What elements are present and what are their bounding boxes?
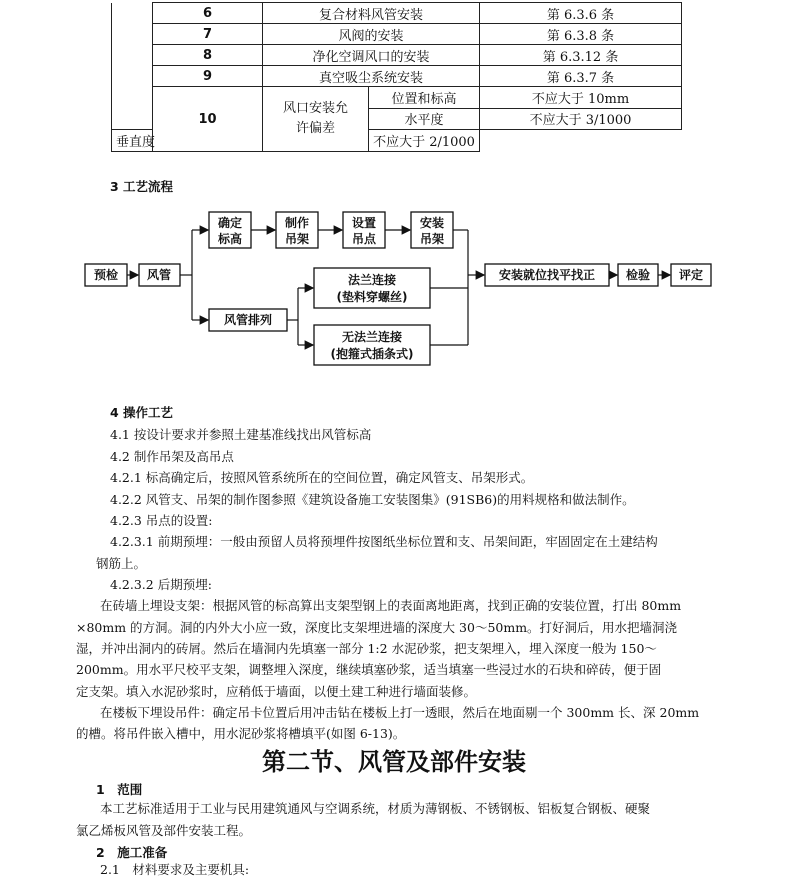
noflange-label: 无法兰连接 (341, 330, 403, 344)
make-label: 制作 (284, 216, 310, 230)
table-row (112, 66, 682, 87)
paragraph-line: 的槽。将吊件嵌入槽中，用水泥砂浆将槽填平(如图 6-13)。 (76, 726, 406, 741)
section-title: 第二节、风管及部件安装 (262, 747, 526, 776)
row-number: 9 (153, 66, 263, 87)
paragraph-line: 在楼板下埋设吊件：确定吊卡位置后用冲击钻在楼板上打一透眼，然后在地面剔一个 300mm 长、深 20mm (100, 705, 700, 720)
section-heading: 4 操作工艺 (110, 405, 174, 420)
sub-value: 不应大于 3/1000 (480, 108, 682, 130)
row-ref: 第 6.3.6 条 (480, 3, 682, 24)
table-row (112, 45, 682, 66)
sub-item: 水平度 (369, 108, 480, 130)
table-row (112, 3, 682, 24)
row-item: 复合材料风管安装 (263, 3, 480, 24)
paragraph-line: 4.2 制作吊架及高吊点 (110, 449, 234, 464)
make-label-2: 吊架 (284, 232, 310, 246)
row-number: 8 (153, 45, 263, 66)
scope-heading: 1 范围 (96, 782, 143, 797)
row-number: 10 (153, 87, 263, 152)
row-number: 7 (153, 24, 263, 45)
install-label-2: 吊架 (419, 232, 445, 246)
row-ref: 第 6.3.7 条 (480, 66, 682, 87)
setup-label: 设置 (351, 216, 377, 230)
paragraph-line: 定支架。填入水泥砂浆时，应稍低于墙面，以便土建工种进行墙面装修。 (76, 684, 477, 699)
blank-cell (112, 3, 153, 130)
flange-label: 法兰连接 (347, 273, 397, 287)
paragraph-line: 在砖墙上埋设支架：根据风管的标高算出支架型钢上的表面离地距离，找到正确的安装位置，打出 80mm (100, 598, 682, 613)
prep-heading: 2 施工准备 (96, 845, 168, 860)
paragraph-line: 4.1 按设计要求并参照土建基准线找出风管标高 (110, 427, 372, 442)
sub-item: 垂直度 (112, 130, 153, 152)
paragraph-line: 4.2.3.1 前期预埋：一般由预留人员将预埋件按图纸坐标位置和支、吊架间距，牢固固定在土建结构 (110, 534, 658, 549)
paragraph-line: 湿，并冲出洞内的砖屑。然后在墙洞内先填塞一部分 1:2 水泥砂浆，把支架埋入，埋入深度一般为 150～ (76, 641, 657, 656)
duct-label: 风管 (146, 268, 172, 282)
process-flow-diagram (0, 200, 788, 380)
row-item: 风阀的安装 (263, 24, 480, 45)
table-row (112, 24, 682, 45)
determine-label-2: 标高 (217, 232, 243, 246)
paragraph-line: 2.1 材料要求及主要机具: (100, 862, 250, 877)
spec-table (111, 2, 682, 152)
paragraph-line: 4.2.1 标高确定后，按照风管系统所在的空间位置，确定风管支、吊架形式。 (110, 470, 534, 485)
sub-item: 位置和标高 (369, 87, 480, 109)
paragraph-line: 4.2.2 风管支、吊架的制作图参照《建筑设备施工安装图集》(91SB6)的用料规格和做法制作。 (110, 492, 635, 507)
paragraph-line: 本工艺标准适用于工业与民用建筑通风与空调系统，材质为薄钢板、不锈钢板、铝板复合钢板、硬聚 (100, 801, 651, 816)
noflange-label-2: (抱箍式插条式) (330, 347, 414, 361)
place-label: 安装就位找平找正 (498, 268, 596, 282)
row-number: 6 (153, 3, 263, 24)
paragraph-line: 钢筋上。 (96, 556, 147, 571)
precheck-label: 预检 (93, 268, 119, 282)
row-ref: 第 6.3.12 条 (480, 45, 682, 66)
sub-value: 不应大于 10mm (480, 87, 682, 109)
table-row (112, 87, 682, 109)
row-item: 净化空调风口的安装 (263, 45, 480, 66)
flange-label-2: (垫料穿螺丝) (336, 290, 408, 304)
section-heading: 3 工艺流程 (110, 179, 174, 194)
row-ref: 第 6.3.8 条 (480, 24, 682, 45)
determine-label: 确定 (217, 216, 243, 230)
row-item: 真空吸尘系统安装 (263, 66, 480, 87)
sub-value: 不应大于 2/1000 (369, 130, 480, 152)
evaluate-label: 评定 (678, 268, 704, 282)
paragraph-line: ×80mm 的方洞。洞的内外大小应一致，深度比支架埋进墙的深度大 30～50mm。打好洞后，用水把墙洞浇 (76, 620, 678, 635)
paragraph-line: 200mm。用水平尺校平支架，调整埋入深度，继续填塞砂浆，适当填塞一些浸过水的石块和碎砖，便于固 (76, 662, 662, 677)
inspect-label: 检验 (625, 268, 651, 282)
paragraph-line: 氯乙烯板风管及部件安装工程。 (76, 823, 252, 838)
install-label: 安装 (419, 216, 445, 230)
setup-label-2: 吊点 (351, 232, 377, 246)
paragraph-line: 4.2.3.2 后期预埋: (110, 577, 212, 592)
row-item: 风口安装允许偏差 (263, 87, 369, 152)
arrange-label: 风管排列 (223, 313, 273, 327)
paragraph-line: 4.2.3 吊点的设置: (110, 513, 213, 528)
